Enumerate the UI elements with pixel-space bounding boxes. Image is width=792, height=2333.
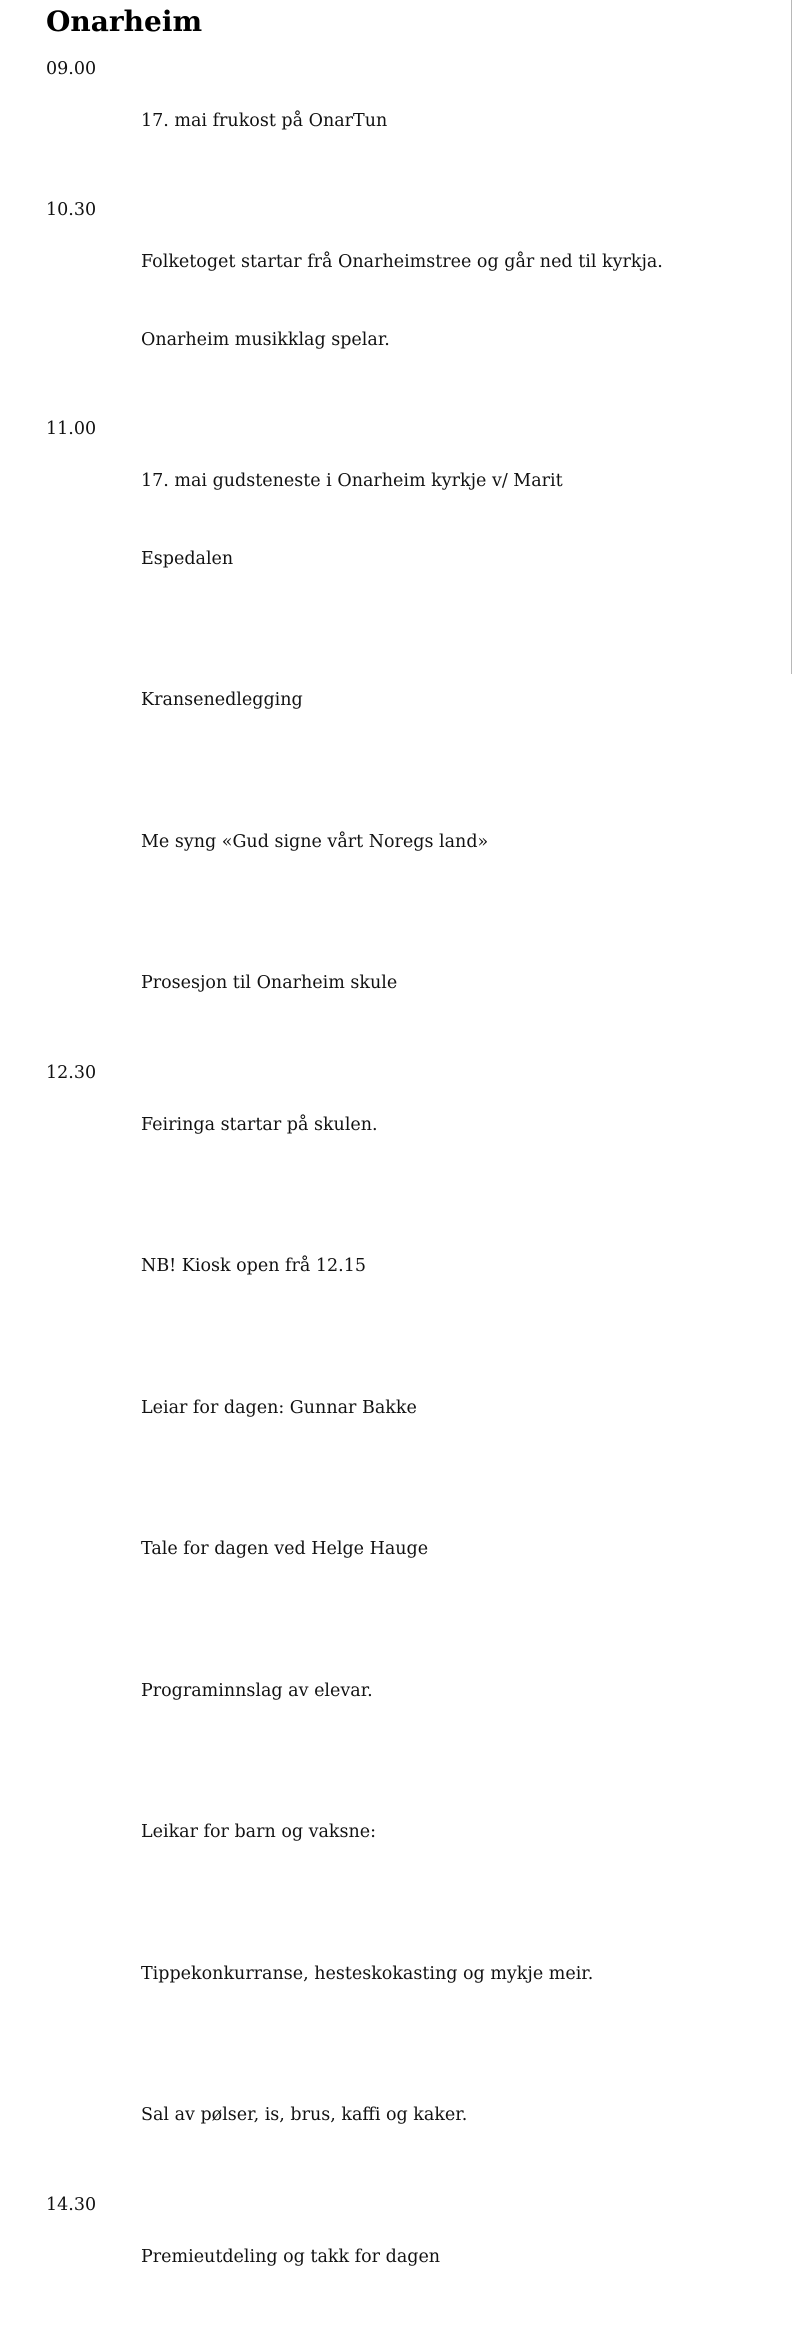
entry-time: 12.30 (46, 1062, 97, 1083)
programme-entry (46, 2050, 766, 2180)
entry-text-line: Feiringa startar på skulen. (141, 1114, 378, 1135)
entry-time: 11.00 (46, 419, 97, 439)
programme-entry (46, 635, 766, 765)
entry-text-line: Kransenedlegging (141, 690, 303, 710)
entry-text-line: 17. mai frukost på OnarTun (141, 111, 388, 131)
entry-text-line: Espedalen (141, 549, 234, 569)
entry-text-line: Prosesjon til Onarheim skule (141, 973, 398, 993)
entry-text-line: Folketoget startar frå Onarheimstree og går ned til kyrkja. (141, 252, 663, 272)
programme-entry (46, 56, 766, 186)
entry-text-line: NB! Kiosk open frå 12.15 (141, 1256, 366, 1276)
entry-text-line: Tale for dagen ved Helge Hauge (141, 1539, 429, 1559)
entry-text (141, 1343, 766, 1473)
entry-time: 10.30 (46, 200, 97, 220)
entry-text-line: Me syng «Gud signe vårt Noregs land» (141, 831, 489, 852)
entry-text (141, 2192, 766, 2322)
programme-entry (46, 1626, 766, 1756)
entry-text-line: Onarheim musikklag spelar. (141, 330, 390, 350)
entry-text (141, 1767, 766, 1897)
entry-text-line: 17. mai gudsteneste i Onarheim kyrkje v/ Marit (141, 471, 563, 491)
entry-text (141, 197, 766, 405)
entry-time: 09.00 (46, 59, 97, 79)
programme-entry (46, 1201, 766, 1331)
entry-text (141, 2050, 766, 2180)
entry-text (141, 416, 766, 624)
entry-time: 14.30 (46, 2194, 97, 2215)
entry-text (141, 635, 766, 765)
entry-text (141, 1060, 766, 1190)
entry-text (141, 1909, 766, 2039)
programme-entry (46, 1909, 766, 2039)
programme-entry (46, 197, 766, 405)
entry-text-line: Sal av pølser, is, brus, kaffi og kaker. (141, 2105, 468, 2125)
programme-list (46, 56, 766, 2333)
entry-text-line: Premieutdeling og takk for dagen (141, 2246, 441, 2267)
entry-text-line: Programinnslag av elevar. (141, 1680, 373, 1701)
entry-text-line: Tippekonkurranse, hesteskokasting og mykje meir. (141, 1963, 594, 1984)
entry-text (141, 1484, 766, 1614)
entry-text (141, 1626, 766, 1756)
programme-entry (46, 918, 766, 1048)
programme-entry (46, 1060, 766, 1190)
programme-entry (46, 777, 766, 907)
programme-entry (46, 2192, 766, 2322)
entry-text (141, 1201, 766, 1331)
document-title: Onarheim (46, 5, 203, 38)
entry-text-line: Leiar for dagen: Gunnar Bakke (141, 1397, 417, 1418)
programme-entry (46, 416, 766, 624)
entry-text (141, 777, 766, 907)
entry-text (141, 918, 766, 1048)
entry-text (141, 56, 766, 186)
programme-entry (46, 1767, 766, 1897)
entry-text-line: Leikar for barn og vaksne: (141, 1822, 377, 1842)
programme-entry (46, 1484, 766, 1614)
programme-entry (46, 1343, 766, 1473)
